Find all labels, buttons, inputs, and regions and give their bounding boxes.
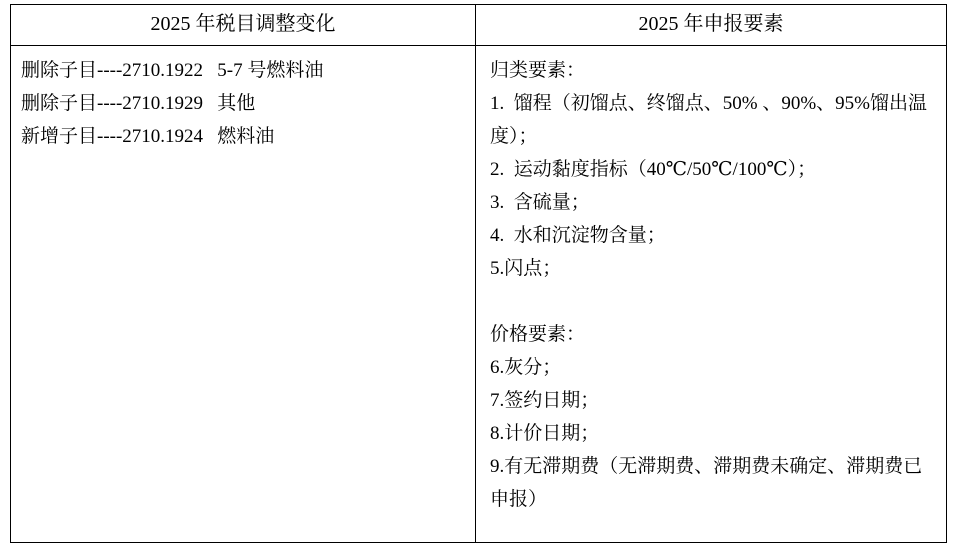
body-cell-left — [11, 46, 476, 543]
list-item: 删除子目----2710.1922 5-7 号燃料油 — [21, 60, 324, 81]
classification-section-title: 归类要素： — [490, 60, 586, 81]
list-item: 1. 馏程（初馏点、终馏点、50% 、90%、95%馏出温度）； — [490, 93, 927, 147]
list-item: 4. 水和沉淀物含量； — [490, 225, 666, 246]
header-right-text: 2025 年申报要素 — [638, 13, 784, 35]
list-item: 新增子目----2710.1924 燃料油 — [21, 126, 275, 147]
list-item: 2. 运动黏度指标（40℃/50℃/100℃）； — [490, 159, 817, 180]
table-body-row — [11, 46, 947, 543]
list-item: 8.计价日期； — [490, 423, 600, 444]
tax-changes-list — [11, 46, 475, 542]
header-cell-left — [11, 5, 476, 46]
body-cell-right — [476, 46, 947, 543]
section-spacer — [490, 285, 936, 318]
list-item: 7.签约日期； — [490, 390, 600, 411]
list-item: 5.闪点； — [490, 258, 562, 279]
header-left-text: 2025 年税目调整变化 — [150, 13, 336, 35]
tax-item-table — [10, 4, 947, 543]
declaration-elements-list — [476, 46, 946, 542]
header-cell-right — [476, 5, 947, 46]
table-header-row — [11, 5, 947, 46]
list-item: 3. 含硫量； — [490, 192, 590, 213]
list-item: 6.灰分； — [490, 357, 562, 378]
price-section-title: 价格要素： — [490, 324, 586, 345]
list-item: 删除子目----2710.1929 其他 — [21, 93, 256, 114]
list-item: 9.有无滞期费（无滞期费、滞期费未确定、滞期费已申报） — [490, 456, 923, 510]
